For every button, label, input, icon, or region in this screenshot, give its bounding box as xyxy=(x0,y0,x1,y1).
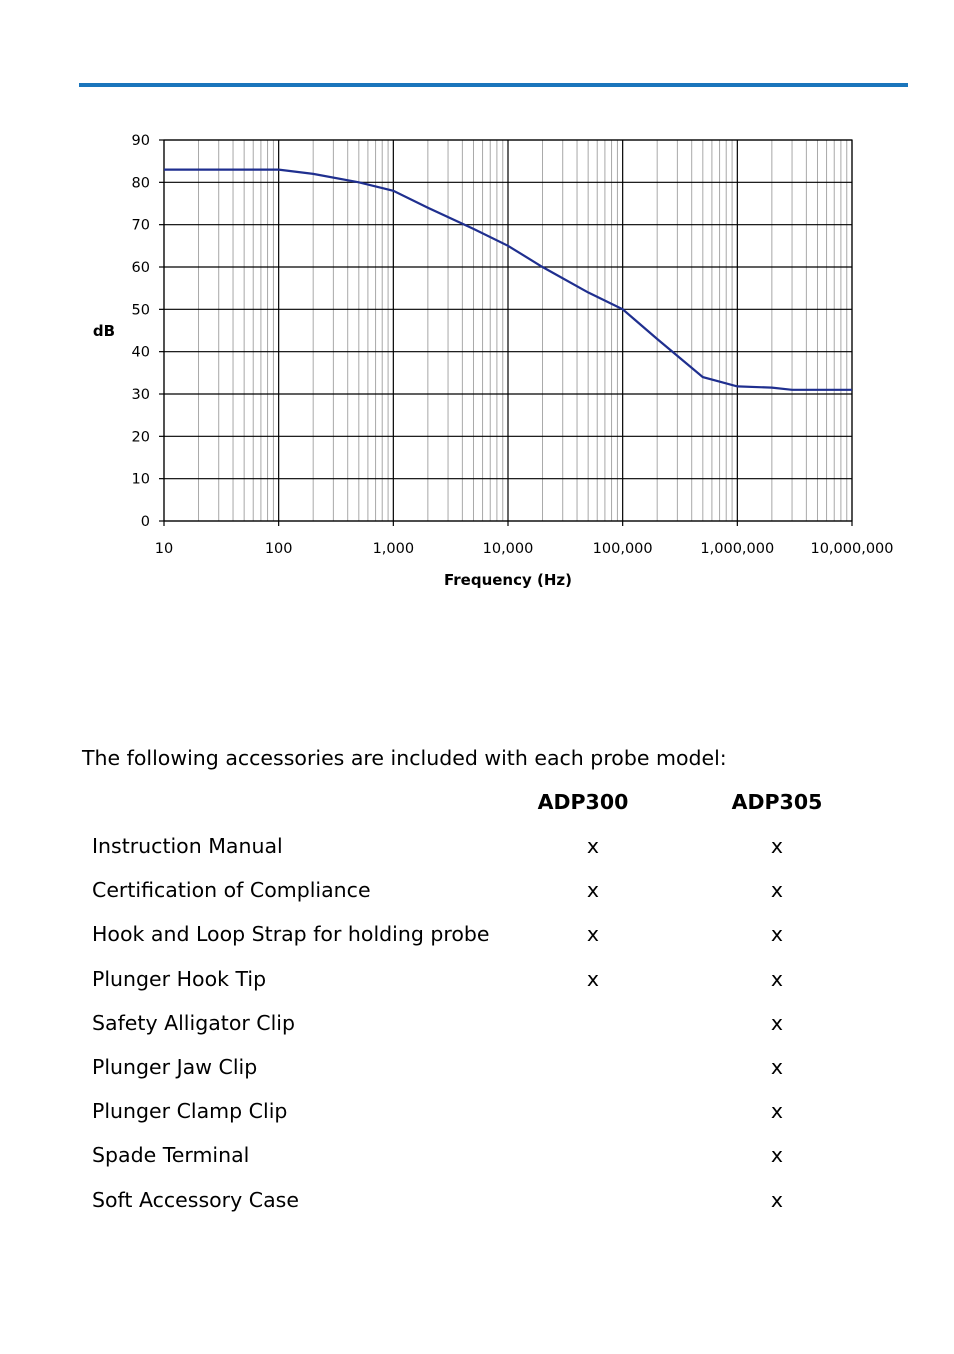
accessories-intro: The following accessories are included with each probe model: xyxy=(82,746,727,770)
column-header-adp305: ADP305 xyxy=(731,790,823,814)
x-tick-label: 100,000 xyxy=(592,541,653,557)
table-row-label: Safety Alligator Clip xyxy=(92,1010,296,1035)
x-tick-label: 1,000 xyxy=(372,541,415,557)
table-row-label: Certification of Compliance xyxy=(92,878,371,903)
x-tick-label: 10 xyxy=(154,541,174,557)
frequency-response-chart xyxy=(0,0,954,620)
column-header-adp300: ADP300 xyxy=(537,790,629,814)
adp305-included-mark: x xyxy=(770,834,784,858)
chart-grid-minor xyxy=(199,140,847,521)
table-row-label: Hook and Loop Strap for holding probe xyxy=(92,922,490,947)
y-tick-label: 20 xyxy=(131,429,150,446)
y-tick-label: 50 xyxy=(131,302,150,319)
y-tick-label: 30 xyxy=(131,387,150,403)
adp300-included-mark: x xyxy=(586,878,600,903)
x-tick-label: 10,000,000 xyxy=(810,541,894,557)
table-row-label: Soft Accessory Case xyxy=(92,1187,299,1212)
x-tick-label: 10,000 xyxy=(482,541,534,557)
y-tick-label: 90 xyxy=(131,133,150,149)
y-tick-label: 70 xyxy=(131,217,150,234)
x-axis-label: Frequency (Hz) xyxy=(443,571,573,589)
table-row-label: Plunger Clamp Clip xyxy=(92,1099,288,1124)
y-axis-ticks xyxy=(132,133,164,530)
adp305-included-mark: x xyxy=(770,1099,784,1124)
table-row-label: Instruction Manual xyxy=(92,834,283,858)
y-tick-label: 0 xyxy=(140,514,150,530)
adp305-included-mark: x xyxy=(770,1187,784,1212)
adp300-included-mark: x xyxy=(586,966,600,991)
adp300-included-mark: x xyxy=(586,834,600,858)
adp305-included-mark: x xyxy=(770,966,784,991)
table-row-label: Plunger Jaw Clip xyxy=(92,1055,258,1079)
y-tick-label: 60 xyxy=(131,260,150,276)
y-tick-label: 10 xyxy=(131,471,150,488)
x-tick-label: 1,000,000 xyxy=(700,541,775,557)
y-axis-label: dB xyxy=(92,322,116,340)
adp305-included-mark: x xyxy=(770,1055,784,1079)
table-row-label: Plunger Hook Tip xyxy=(92,966,267,991)
y-tick-label: 40 xyxy=(131,344,150,361)
x-axis-ticks xyxy=(155,521,894,557)
adp300-included-mark: x xyxy=(586,922,600,947)
adp305-included-mark: x xyxy=(770,878,784,903)
table-row-label: Spade Terminal xyxy=(92,1143,250,1168)
adp305-included-mark: x xyxy=(770,1010,784,1035)
y-tick-label: 80 xyxy=(131,175,150,192)
x-tick-label: 100 xyxy=(264,541,293,557)
adp305-included-mark: x xyxy=(770,1143,784,1168)
adp305-included-mark: x xyxy=(770,922,784,947)
